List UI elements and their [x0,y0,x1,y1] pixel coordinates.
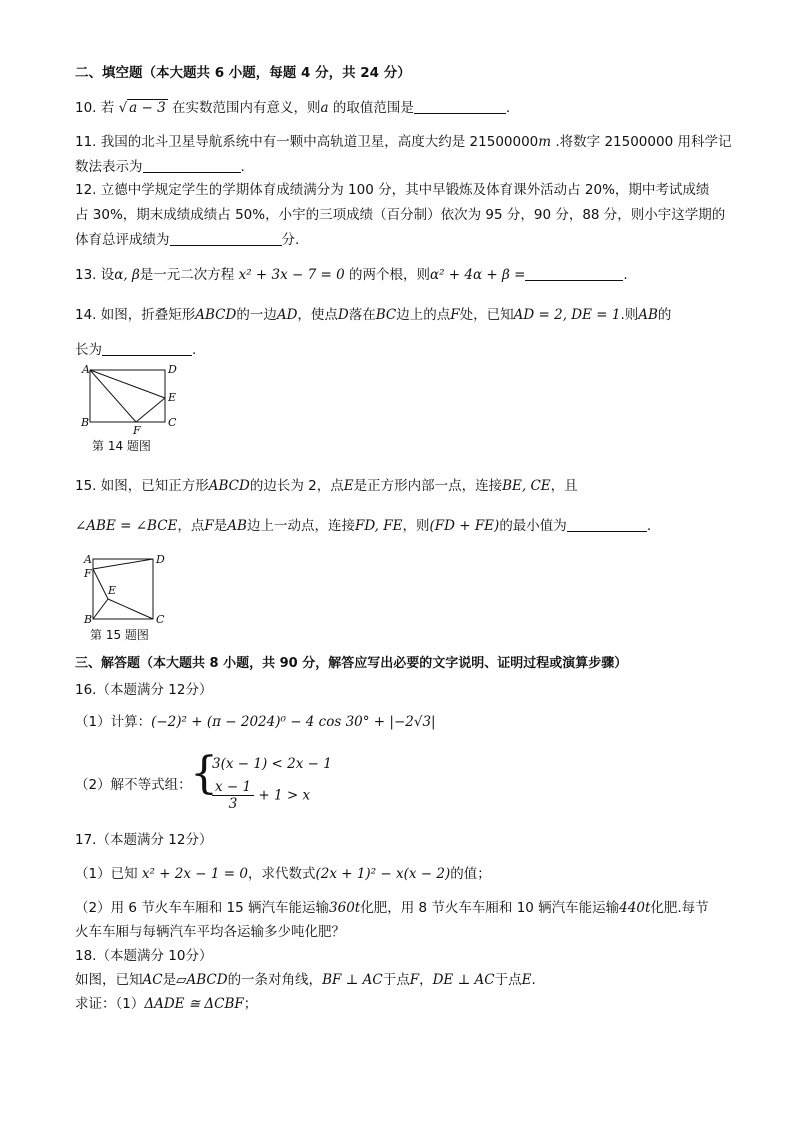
question-14-line1: 14. 如图，折叠矩形ABCD的一边AD，使点D落在BC边上的点F处，已知AD = 2, DE = 1.则AB的 [75,307,672,323]
answer-blank[interactable] [143,158,241,173]
question-16-part1: （1）计算：(−2)² + (π − 2024)⁰ − 4 cos 30° + |−2√3| [75,714,436,730]
figure-caption: 第 15 题图 [90,628,149,642]
label-d: D [156,553,165,566]
question-11-line1: 11. 我国的北斗卫星导航系统中有一颗中高轨道卫星，高度大约是 21500000m .将数字 21500000 用科学记 [75,134,732,150]
label-c: C [156,613,165,626]
label-b: B [81,416,90,429]
question-11-line2: 数法表示为 . [75,159,245,175]
rectangle-abcd [90,370,165,422]
question-18-line2: 求证：（1）ΔADE ≅ ΔCBF； [75,996,258,1012]
answer-blank[interactable] [567,517,647,532]
question-12-line2: 占 30%，期末成绩成绩占 50%，小宇的三项成绩（百分制）依次为 95 分，90 分，88 分，则小宇这学期的 [75,207,726,223]
label-b: B [84,613,93,626]
answer-blank[interactable] [170,231,282,246]
question-10: 10. 若 √ a − 3 在实数范围内有意义，则a 的取值范围是 . [75,100,511,116]
question-18-title: 18.（本题满分 10分） [75,948,213,964]
question-15-line2: ∠ABE = ∠BCE，点F是AB边上一动点，连接FD, FE，则(FD + FE)的最小值为 . [75,518,652,534]
figure-14 [78,362,188,454]
figure-15 [78,551,188,643]
question-16-part2-label: （2）解不等式组： [75,777,192,793]
label-a: A [82,363,90,376]
question-14-line2: 长为 . [75,342,197,358]
label-e: E [108,584,117,597]
radical: a − 3 [129,100,166,116]
segment-fe [93,569,108,599]
segment-ce [108,599,153,619]
label-a: A [84,553,92,566]
question-12-line1: 12. 立德中学规定学生的学期体育成绩满分为 100 分，其中早锻炼及体育课外活动占 20%，期中考试成绩 [75,182,710,198]
inequality-2: $\frac{x - 1}{3}$ + 1 > x [212,779,310,812]
segment-af [90,370,136,422]
label-e: E [168,391,177,404]
question-17-part2-line1: （2）用 6 节火车车厢和 15 辆汽车能运输360t化肥，用 8 节火车车厢和 10 辆汽车能运输440t化肥.每节 [75,900,709,916]
question-17-title: 17.（本题满分 12分） [75,832,213,848]
label-f: F [133,424,141,437]
figure-caption: 第 14 题图 [92,439,151,453]
label-d: D [168,363,177,376]
label-f: F [84,567,92,580]
answer-blank[interactable] [525,266,623,281]
question-18-line1: 如图，已知AC是▱ABCD的一条对角线，BF ⊥ AC于点F，DE ⊥ AC于点E. [75,972,536,988]
question-16-title: 16.（本题满分 12分） [75,682,213,698]
question-13: 13. 设α, β是一元二次方程 x² + 3x − 7 = 0 的两个根，则α² + 4α + β = . [75,267,628,283]
segment-fd [93,559,153,569]
section-heading-answer: 三、解答题（本大题共 8 小题，共 90 分，解答应写出必要的文字说明、证明过程或演算步骤） [75,656,628,671]
section-heading-fill-in: 二、填空题（本大题共 6 小题，每题 4 分，共 24 分） [75,65,411,81]
question-12-line3: 体育总评成绩为 分. [75,232,300,248]
question-17-part1: （1）已知 x² + 2x − 1 = 0，求代数式(2x + 1)² − x(x − 2)的值； [75,866,491,882]
question-15-line1: 15. 如图，已知正方形ABCD的边长为 2，点E是正方形内部一点，连接BE, CE，且 [75,478,578,494]
question-17-part2-line2: 火车车厢与每辆汽车平均各运输多少吨化肥？ [75,924,345,940]
segment-be [93,599,108,619]
fraction: $\frac{x - 1}{3}$ [212,779,254,812]
system-brace: { [190,748,218,799]
label-c: C [168,416,177,429]
segment-fe [136,398,165,422]
answer-blank[interactable] [102,341,192,356]
answer-blank[interactable] [414,99,506,114]
segment-ae [90,370,165,398]
inequality-1: 3(x − 1) < 2x − 1 [212,756,332,772]
